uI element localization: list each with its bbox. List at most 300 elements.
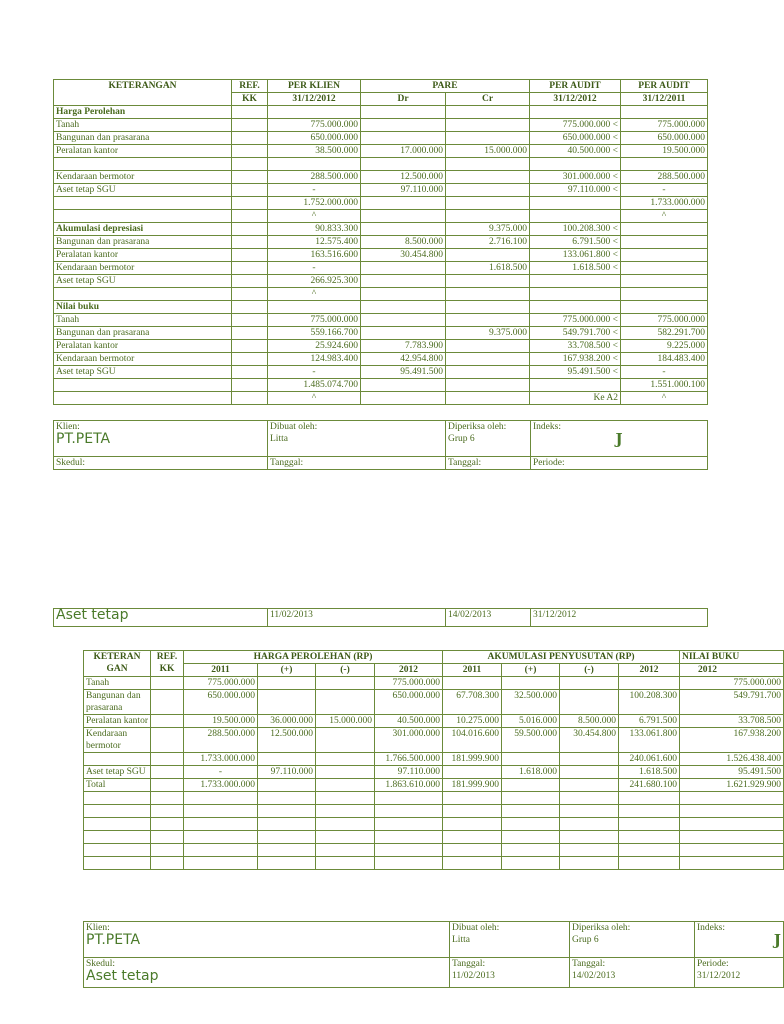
table-row	[84, 844, 784, 857]
table-cell: 12.500.000	[258, 728, 316, 753]
table-cell	[619, 831, 680, 844]
table-cell: 167.938.200	[680, 728, 784, 753]
working-paper-table-1	[53, 79, 708, 405]
table-cell	[446, 366, 530, 379]
table-cell: 17.000.000	[361, 145, 446, 158]
t2-footer-klien-label: Klien:	[86, 923, 110, 933]
table-cell	[361, 379, 446, 392]
table-cell	[361, 301, 446, 314]
table-cell	[560, 766, 619, 779]
table-row	[54, 327, 708, 340]
table-row	[84, 690, 784, 715]
table-cell	[530, 158, 621, 171]
table-cell	[446, 275, 530, 288]
table-cell	[375, 805, 443, 818]
table-cell	[621, 223, 708, 236]
table-row	[54, 236, 708, 249]
t2-header-harga: HARGA PEROLEHAN (RP)	[184, 651, 443, 664]
row-label	[84, 844, 151, 857]
table-row	[84, 805, 784, 818]
table-cell: 650.000.000	[375, 690, 443, 715]
table-cell	[316, 728, 375, 753]
table-cell	[619, 805, 680, 818]
table-cell	[619, 792, 680, 805]
t2-footer-diperiksa-cell	[570, 922, 695, 958]
table-cell	[232, 223, 268, 236]
table-row	[54, 288, 708, 301]
t2-footer-dibuat-label: Dibuat oleh:	[452, 923, 500, 933]
t2-header-ket-a: KETERAN	[93, 652, 141, 662]
table-cell	[680, 805, 784, 818]
row-label: Tanah	[54, 119, 232, 132]
table-cell	[361, 106, 446, 119]
footer-skedul-label: Skedul:	[54, 457, 268, 470]
table-cell: 40.500.000	[375, 715, 443, 728]
table-cell	[502, 805, 560, 818]
table-row	[54, 197, 708, 210]
table-cell	[621, 301, 708, 314]
table-cell: 549.791.700	[680, 690, 784, 715]
table-cell	[232, 184, 268, 197]
table-cell: ^	[268, 288, 361, 301]
table-cell	[361, 314, 446, 327]
table-cell	[184, 844, 258, 857]
footer-dibuat-label: Dibuat oleh:	[270, 422, 318, 432]
table-row	[54, 379, 708, 392]
table-row	[54, 392, 708, 405]
table-cell	[258, 779, 316, 792]
table-cell	[443, 805, 502, 818]
table-cell: ^	[621, 392, 708, 405]
table-cell	[232, 249, 268, 262]
table-cell: 1.621.929.900	[680, 779, 784, 792]
row-label	[54, 288, 232, 301]
table-cell	[232, 288, 268, 301]
table-row	[54, 314, 708, 327]
row-label: Bangunan dan prasarana	[54, 327, 232, 340]
table-cell	[151, 715, 184, 728]
row-label: Kendaraan bermotor	[54, 171, 232, 184]
table-cell: 775.000.000	[184, 677, 258, 690]
table-cell	[361, 275, 446, 288]
table-row	[84, 831, 784, 844]
table-cell: 1.733.000.000	[184, 779, 258, 792]
table-cell	[375, 844, 443, 857]
table-cell	[258, 818, 316, 831]
table-cell: 1.618.000	[502, 766, 560, 779]
table-row	[54, 340, 708, 353]
table-cell: 301.000.000	[375, 728, 443, 753]
table-cell	[316, 753, 375, 766]
table-row	[54, 171, 708, 184]
t2-footer-dibuat-cell	[450, 922, 570, 958]
table-cell: 1.733.000.000	[621, 197, 708, 210]
table-cell: 1.618.500 <	[530, 262, 621, 275]
table-cell	[530, 379, 621, 392]
table-cell	[316, 779, 375, 792]
table-cell: 100.208.300	[619, 690, 680, 715]
header-per-klien: PER KLIEN	[268, 80, 361, 93]
table-cell	[446, 158, 530, 171]
footer-klien-label: Klien:	[56, 422, 80, 432]
table-cell	[232, 327, 268, 340]
footer-tanggal1-label: Tanggal:	[268, 457, 446, 470]
table-cell: 15.000.000	[446, 145, 530, 158]
table-cell: 6.791.500 <	[530, 236, 621, 249]
row-label	[84, 831, 151, 844]
header-ref: REF.	[232, 80, 268, 93]
row-label	[54, 197, 232, 210]
t2-header-keterangan	[84, 651, 151, 677]
t2-header-plus: (+)	[258, 664, 316, 677]
table-cell	[446, 210, 530, 223]
footer-dibuat-cell	[268, 421, 446, 457]
table-cell	[443, 857, 502, 870]
row-label: Peralatan kantor	[84, 715, 151, 728]
table-cell	[375, 831, 443, 844]
table-cell	[446, 249, 530, 262]
footer-diperiksa-label: Diperiksa oleh:	[448, 422, 507, 432]
table-cell	[361, 197, 446, 210]
table-cell	[316, 844, 375, 857]
t2-footer-tanggal2-cell	[570, 958, 695, 988]
table-cell: ^	[268, 210, 361, 223]
table-cell	[446, 392, 530, 405]
footer-diperiksa-cell	[446, 421, 531, 457]
table-cell	[268, 158, 361, 171]
table-cell: 38.500.000	[268, 145, 361, 158]
table-cell	[530, 288, 621, 301]
t2-header-ref-b: KK	[159, 664, 175, 674]
table-cell: 90.833.300	[268, 223, 361, 236]
row-label: Tanah	[84, 677, 151, 690]
table-cell	[619, 844, 680, 857]
table-cell	[680, 844, 784, 857]
header-keterangan: KETERANGAN	[54, 80, 232, 106]
table-cell: 1.766.500.000	[375, 753, 443, 766]
table-cell	[443, 818, 502, 831]
table-cell: 288.500.000	[621, 171, 708, 184]
row-label: Akumulasi depresiasi	[54, 223, 232, 236]
table-cell: 95.491.500	[680, 766, 784, 779]
table-cell: 163.516.600	[268, 249, 361, 262]
table-cell	[232, 340, 268, 353]
table-cell: 775.000.000	[621, 314, 708, 327]
row-label: Aset tetap SGU	[54, 366, 232, 379]
table-cell: 97.110.000	[258, 766, 316, 779]
table-cell	[621, 262, 708, 275]
table-cell	[621, 158, 708, 171]
table-cell: 19.500.000	[184, 715, 258, 728]
table-cell: 33.708.500 <	[530, 340, 621, 353]
row-label: Harga Perolehan	[54, 106, 232, 119]
table-cell	[446, 379, 530, 392]
row-label	[54, 210, 232, 223]
table-cell	[621, 275, 708, 288]
table-cell: 30.454.800	[560, 728, 619, 753]
table-cell	[232, 132, 268, 145]
t2-footer-periode-cell	[695, 958, 784, 988]
table-cell	[446, 132, 530, 145]
table-cell: 775.000.000	[268, 314, 361, 327]
table-cell	[375, 818, 443, 831]
row-label	[54, 392, 232, 405]
t2-footer-skedul-label: Skedul:	[86, 959, 116, 969]
table-cell: 40.500.000 <	[530, 145, 621, 158]
table-cell	[232, 366, 268, 379]
footer-indeks-cell	[531, 421, 708, 457]
table-cell	[361, 158, 446, 171]
table-cell: 30.454.800	[361, 249, 446, 262]
table-cell	[184, 831, 258, 844]
strip-skedul-value: Aset tetap	[54, 609, 268, 627]
table-cell	[375, 857, 443, 870]
row-label	[84, 818, 151, 831]
table-cell: 288.500.000	[268, 171, 361, 184]
row-label: Nilai buku	[54, 301, 232, 314]
table-cell: 181.999.900	[443, 779, 502, 792]
table-cell	[560, 818, 619, 831]
table-cell	[443, 766, 502, 779]
table-cell: 241.680.100	[619, 779, 680, 792]
row-label: Tanah	[54, 314, 232, 327]
table-cell: Ke A2	[530, 392, 621, 405]
row-label	[84, 805, 151, 818]
table-cell	[680, 792, 784, 805]
row-label: Aset tetap SGU	[54, 184, 232, 197]
row-label	[54, 379, 232, 392]
table-cell	[361, 119, 446, 132]
t2-footer-tanggal2-value: 14/02/2013	[572, 971, 616, 981]
table-cell	[232, 145, 268, 158]
table-cell	[443, 831, 502, 844]
table-cell: 133.061.800 <	[530, 249, 621, 262]
t2-header-akum-2011: 2011	[443, 664, 502, 677]
table-row	[84, 818, 784, 831]
table-cell: 184.483.400	[621, 353, 708, 366]
table-cell	[502, 753, 560, 766]
row-label: Bangunan dan prasarana	[54, 132, 232, 145]
table-row	[54, 210, 708, 223]
table-cell	[268, 106, 361, 119]
table-cell: 19.500.000	[621, 145, 708, 158]
table-cell	[184, 818, 258, 831]
header-klien-date: 31/12/2012	[268, 93, 361, 106]
schedule-strip	[53, 608, 708, 627]
table-cell	[680, 818, 784, 831]
table-row	[54, 158, 708, 171]
table-row	[54, 184, 708, 197]
table-cell	[316, 831, 375, 844]
header-kk: KK	[232, 93, 268, 106]
table-cell	[258, 805, 316, 818]
row-label: Aset tetap SGU	[84, 766, 151, 779]
table-row	[54, 249, 708, 262]
table-cell	[361, 223, 446, 236]
table-cell	[560, 690, 619, 715]
table-cell	[560, 753, 619, 766]
table-cell	[361, 262, 446, 275]
table-cell	[361, 210, 446, 223]
table-1-body	[54, 106, 708, 405]
table-cell	[502, 844, 560, 857]
footer-tanggal2-label: Tanggal:	[446, 457, 531, 470]
table-cell	[502, 831, 560, 844]
table-cell	[621, 288, 708, 301]
table-cell: 775.000.000	[621, 119, 708, 132]
table-row	[54, 366, 708, 379]
table-cell: 12.575.400	[268, 236, 361, 249]
row-label: Bangunan dan prasarana	[54, 236, 232, 249]
table-cell	[621, 106, 708, 119]
table-cell: -	[268, 184, 361, 197]
t2-footer-periode-value: 31/12/2012	[697, 971, 741, 981]
footer-indeks-value: J	[615, 430, 623, 448]
table-row	[54, 353, 708, 366]
table-cell	[316, 677, 375, 690]
table-row	[84, 715, 784, 728]
table-cell: ^	[621, 210, 708, 223]
table-cell	[316, 805, 375, 818]
table-cell	[530, 275, 621, 288]
table-cell	[316, 818, 375, 831]
t2-header-ref-a: REF.	[156, 652, 178, 662]
table-row	[84, 792, 784, 805]
table-cell: 1.551.000.100	[621, 379, 708, 392]
table-cell	[151, 831, 184, 844]
table-row	[54, 145, 708, 158]
table-cell	[619, 857, 680, 870]
table-cell	[316, 690, 375, 715]
t2-header-2011: 2011	[184, 664, 258, 677]
table-cell: 124.983.400	[268, 353, 361, 366]
table-cell	[446, 301, 530, 314]
header-cr: Cr	[446, 93, 530, 106]
table-row	[54, 262, 708, 275]
table-cell: 775.000.000	[268, 119, 361, 132]
table-cell	[316, 857, 375, 870]
table-cell	[232, 236, 268, 249]
table-cell: 650.000.000	[621, 132, 708, 145]
table-row	[54, 275, 708, 288]
t2-footer-dibuat-value: Litta	[452, 935, 470, 945]
table-cell: 650.000.000	[184, 690, 258, 715]
table-cell: 775.000.000 <	[530, 119, 621, 132]
table-cell	[361, 132, 446, 145]
table-cell: 6.791.500	[619, 715, 680, 728]
table-cell	[530, 106, 621, 119]
table-cell	[184, 805, 258, 818]
table-cell: 95.491.500 <	[530, 366, 621, 379]
table-cell	[184, 792, 258, 805]
t2-footer-periode-label: Periode:	[697, 959, 729, 969]
row-label: Total	[84, 779, 151, 792]
header-dr: Dr	[361, 93, 446, 106]
table-cell	[446, 184, 530, 197]
table-cell	[232, 210, 268, 223]
row-label	[84, 792, 151, 805]
table-cell	[560, 779, 619, 792]
t2-footer-indeks-value: J	[773, 931, 781, 949]
table-cell	[530, 210, 621, 223]
table-cell	[446, 106, 530, 119]
t2-header-2012: 2012	[375, 664, 443, 677]
row-label: Kendaraan bermotor	[54, 262, 232, 275]
table-cell	[151, 818, 184, 831]
table-cell	[258, 677, 316, 690]
table-cell: -	[621, 184, 708, 197]
table-cell	[151, 677, 184, 690]
header-audit-2012-date: 31/12/2012	[530, 93, 621, 106]
table-row	[84, 728, 784, 753]
table-cell: 32.500.000	[502, 690, 560, 715]
table-cell	[560, 677, 619, 690]
table-cell	[232, 392, 268, 405]
table-cell: 8.500.000	[361, 236, 446, 249]
row-label	[54, 158, 232, 171]
strip-tanggal1: 11/02/2013	[268, 609, 446, 627]
table-row	[84, 766, 784, 779]
table-cell: 133.061.800	[619, 728, 680, 753]
footer-diperiksa-value: Grup 6	[448, 434, 475, 444]
table-cell: 2.716.100	[446, 236, 530, 249]
table-cell	[375, 792, 443, 805]
t2-footer-klien-cell	[84, 922, 450, 958]
table-cell	[621, 236, 708, 249]
strip-periode: 31/12/2012	[531, 609, 708, 627]
t2-footer-skedul-cell	[84, 958, 450, 988]
table-cell	[530, 197, 621, 210]
table-cell	[232, 275, 268, 288]
footer-indeks-label: Indeks:	[533, 422, 561, 432]
table-cell: 33.708.500	[680, 715, 784, 728]
table-cell	[268, 301, 361, 314]
table-cell: 1.485.074.700	[268, 379, 361, 392]
table-cell	[446, 288, 530, 301]
table-cell: 8.500.000	[560, 715, 619, 728]
header-per-audit-2011: PER AUDIT	[621, 80, 708, 93]
row-label: Peralatan kantor	[54, 340, 232, 353]
table-cell: 36.000.000	[258, 715, 316, 728]
working-paper-table-2	[83, 650, 784, 870]
table-cell: 1.863.610.000	[375, 779, 443, 792]
table-cell	[232, 353, 268, 366]
table-row	[54, 106, 708, 119]
t2-header-akum-minus: (-)	[560, 664, 619, 677]
header-pare: PARE	[361, 80, 530, 93]
table-cell	[446, 314, 530, 327]
table-cell	[446, 340, 530, 353]
row-label: Peralatan kantor	[54, 145, 232, 158]
table-row	[84, 779, 784, 792]
table-cell: ^	[268, 392, 361, 405]
t2-header-nilai: NILAI BUKU	[680, 651, 784, 664]
table-cell: 549.791.700 <	[530, 327, 621, 340]
table-cell	[151, 766, 184, 779]
table-cell: 97.110.000	[375, 766, 443, 779]
footer-klien-cell	[54, 421, 268, 457]
table-cell	[232, 119, 268, 132]
table-row	[54, 223, 708, 236]
table-cell: 1.618.500	[446, 262, 530, 275]
row-label	[84, 857, 151, 870]
table-cell	[258, 844, 316, 857]
table-cell	[258, 831, 316, 844]
table-2-footer	[83, 921, 784, 988]
table-cell: 9.375.000	[446, 327, 530, 340]
table-cell	[232, 197, 268, 210]
table-cell	[446, 197, 530, 210]
